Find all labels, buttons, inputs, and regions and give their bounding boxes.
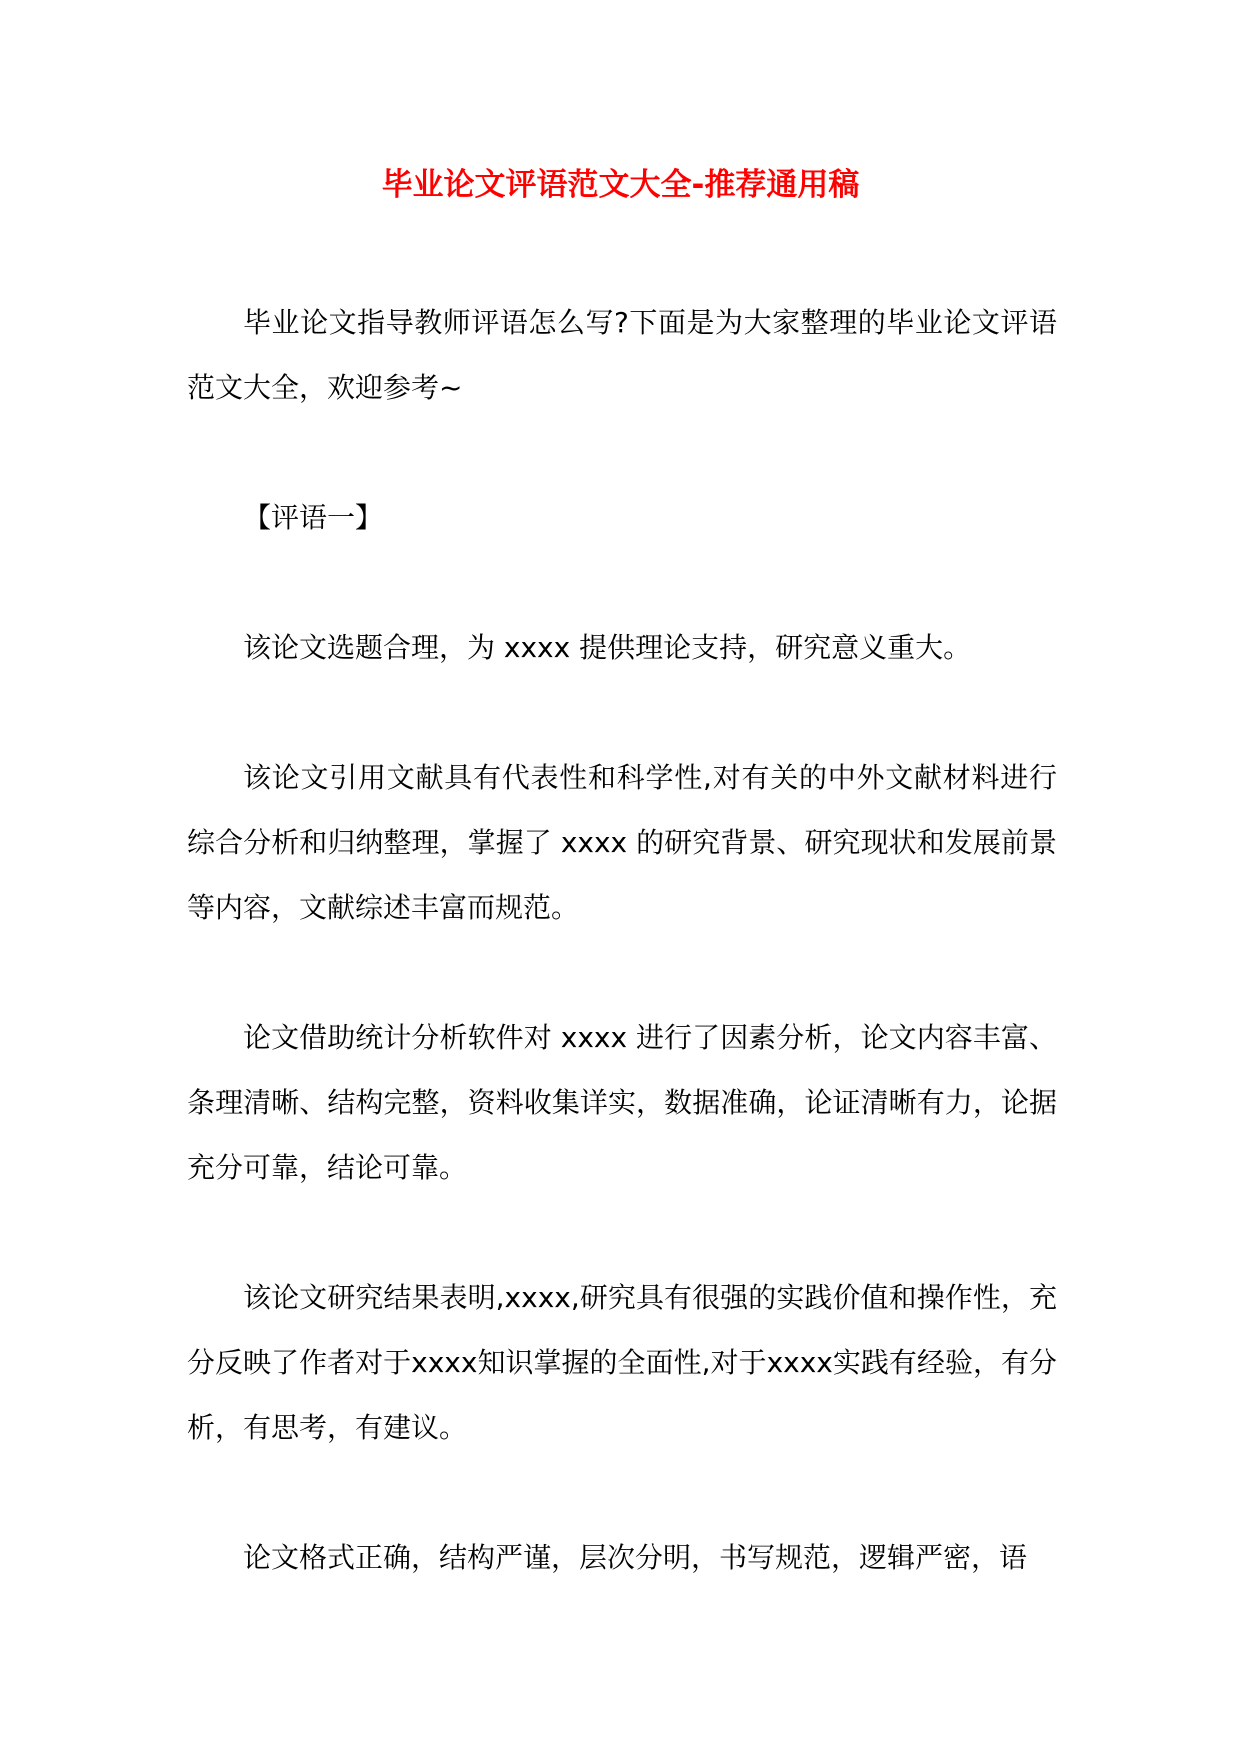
paragraph: 论文格式正确，结构严谨，层次分明，书写规范，逻辑严密，语 xyxy=(243,1541,1028,1574)
paragraph: 论文借助统计分析软件对 xxxx 进行了因素分析，论文内容丰富、条理清晰、结构完整，资料收集详实，数据准确，论证清晰有力，论据充分可靠，结论可靠。 xyxy=(187,1021,1057,1184)
paragraph-intro: 毕业论文指导教师评语怎么写?下面是为大家整理的毕业论文评语范文大全，欢迎参考~ xyxy=(187,306,1057,404)
document-body xyxy=(187,290,1057,1655)
paragraph: 该论文引用文献具有代表性和科学性,对有关的中外文献材料进行综合分析和归纳整理，掌握了 xxxx 的研究背景、研究现状和发展前景等内容，文献综述丰富而规范。 xyxy=(187,761,1057,924)
paragraph: 该论文选题合理，为 xxxx 提供理论支持，研究意义重大。 xyxy=(243,631,972,664)
section-heading: 【评语一】 xyxy=(243,501,384,534)
document-title: 毕业论文评语范文大全-推荐通用稿 xyxy=(381,167,860,203)
paragraph: 该论文研究结果表明,xxxx,研究具有很强的实践价值和操作性，充分反映了作者对于xxxx知识掌握的全面性,对于xxxx实践有经验，有分析，有思考，有建议。 xyxy=(187,1281,1057,1444)
